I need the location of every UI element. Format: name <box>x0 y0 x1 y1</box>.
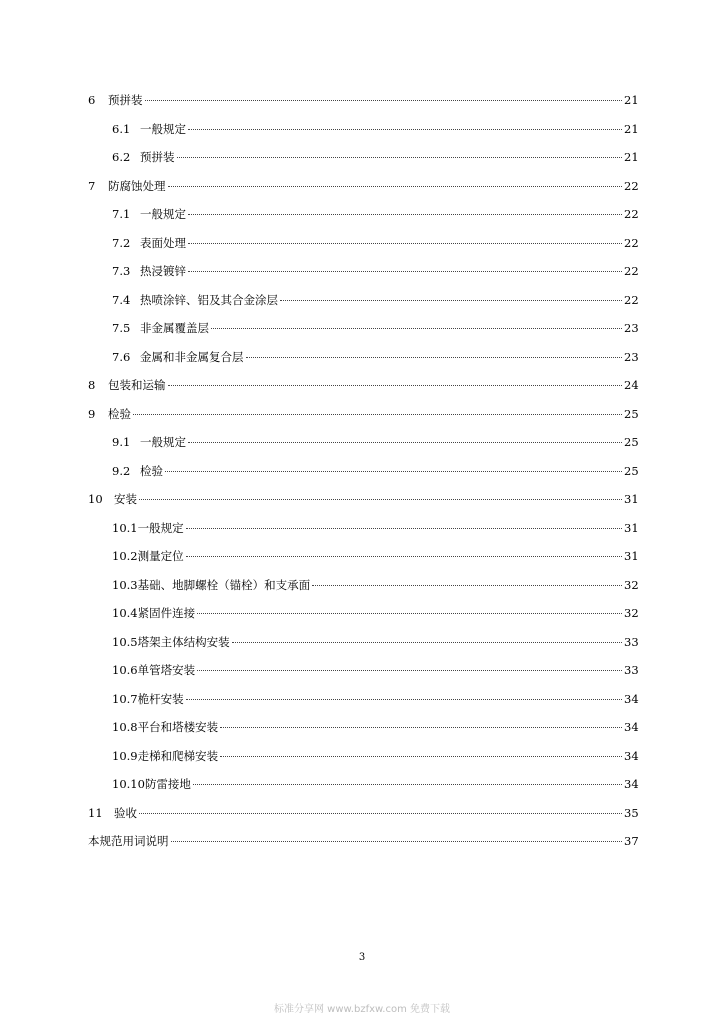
toc-entry-number: 10.4 <box>112 606 138 620</box>
toc-entry-page: 22 <box>624 178 639 193</box>
toc-entry-page: 32 <box>624 577 639 592</box>
toc-entry-title: 一般规定 <box>140 435 186 449</box>
toc-entry-number: 9.1 <box>112 435 131 449</box>
toc-entry[interactable] <box>88 571 638 600</box>
toc-entry-number: 9 <box>88 406 96 421</box>
toc-entry-title: 包装和运输 <box>108 378 166 392</box>
toc-entry[interactable] <box>88 200 638 229</box>
toc-entry-number: 8 <box>88 378 96 392</box>
toc-entry-page: 25 <box>624 463 639 478</box>
toc-dot-leader <box>232 642 622 643</box>
toc-entry-number: 10.3 <box>112 577 138 592</box>
toc-entry-page: 34 <box>624 777 639 791</box>
toc-entry-title: 基础、地脚螺栓（锚栓）和支承面 <box>137 577 311 592</box>
toc-dot-leader <box>280 300 622 301</box>
toc-entry-title: 一般规定 <box>137 520 184 535</box>
toc-entry-number: 10.5 <box>112 634 138 649</box>
toc-entry-title: 安装 <box>114 492 137 506</box>
toc-entry-title: 验收 <box>114 805 137 820</box>
toc-dot-leader <box>177 157 623 158</box>
toc-dot-leader <box>145 100 623 101</box>
toc-entry[interactable] <box>88 371 638 400</box>
toc-dot-leader <box>312 585 622 586</box>
toc-dot-leader <box>193 784 622 785</box>
toc-dot-leader <box>188 442 622 443</box>
toc-entry[interactable] <box>88 599 638 628</box>
toc-entry[interactable] <box>88 770 638 799</box>
toc-entry-page: 33 <box>624 663 639 677</box>
toc-entry-page: 22 <box>624 207 639 221</box>
toc-entry-page: 23 <box>624 321 639 335</box>
toc-entry[interactable] <box>88 172 638 201</box>
watermark: 标准分享网 www.bzfxw.com 免费下载 <box>274 1004 450 1015</box>
toc-entry[interactable] <box>88 514 638 543</box>
toc-entry[interactable] <box>88 485 638 514</box>
toc-entry-page: 34 <box>624 720 639 734</box>
toc-entry-title: 金属和非金属复合层 <box>140 349 244 364</box>
toc-entry-number: 7.6 <box>112 349 131 364</box>
toc-entry[interactable] <box>88 656 638 685</box>
toc-entry-number: 10.1 <box>112 520 138 535</box>
toc-entry-page: 25 <box>624 406 639 421</box>
page-number: 3 <box>358 952 366 963</box>
toc-dot-leader <box>188 271 622 272</box>
toc-dot-leader <box>188 243 622 244</box>
toc-entry-number: 10.8 <box>112 720 138 734</box>
toc-entry-title: 一般规定 <box>140 121 186 136</box>
toc-entry-number: 7.2 <box>112 235 131 250</box>
toc-entry[interactable] <box>88 229 638 258</box>
toc-entry-number: 10.9 <box>112 748 138 763</box>
toc-entry[interactable] <box>88 257 638 286</box>
toc-entry-page: 21 <box>624 121 639 136</box>
toc-dot-leader <box>171 841 623 842</box>
toc-entry-page: 22 <box>624 292 639 307</box>
toc-entry-number: 11 <box>88 805 103 820</box>
toc-dot-leader <box>165 471 622 472</box>
toc-entry[interactable] <box>88 742 638 771</box>
toc-entry-page: 21 <box>624 93 639 107</box>
toc-entry-number: 10.10 <box>112 777 145 791</box>
toc-entry-page: 21 <box>624 150 639 164</box>
toc-dot-leader <box>211 328 622 329</box>
toc-dot-leader <box>186 528 622 529</box>
toc-dot-leader <box>220 727 622 728</box>
toc-entry-title: 紧固件连接 <box>137 606 196 620</box>
toc-entry-page: 23 <box>624 349 639 364</box>
toc-entry-title: 热喷涂锌、铝及其合金涂层 <box>140 292 278 307</box>
toc-entry-number: 10.7 <box>112 691 138 706</box>
toc-entry-page: 22 <box>624 264 639 278</box>
toc-entry-page: 34 <box>624 691 639 706</box>
toc-entry[interactable] <box>88 314 638 343</box>
toc-dot-leader <box>197 613 622 614</box>
toc-entry-title: 单管塔安装 <box>137 663 196 677</box>
toc-dot-leader <box>139 499 622 500</box>
toc-entry-number: 10.2 <box>112 549 138 563</box>
toc-entry-page: 31 <box>624 520 639 535</box>
toc-entry[interactable] <box>88 86 638 115</box>
toc-entry[interactable] <box>88 542 638 571</box>
toc-entry[interactable] <box>88 827 638 856</box>
toc-entry-number: 7 <box>88 178 96 193</box>
toc-dot-leader <box>188 214 622 215</box>
toc-entry-page: 35 <box>624 805 639 820</box>
toc-entry-title: 热浸镀锌 <box>140 264 186 278</box>
toc-entry[interactable] <box>88 428 638 457</box>
toc-entry-title: 检验 <box>108 406 131 421</box>
toc-entry-title: 预拼装 <box>140 150 175 164</box>
toc-entry-page: 34 <box>624 748 639 763</box>
toc-entry-number: 7.5 <box>112 321 131 335</box>
toc-entry[interactable] <box>88 115 638 144</box>
toc-entry[interactable] <box>88 143 638 172</box>
toc-dot-leader <box>188 129 622 130</box>
table-of-contents <box>88 86 638 856</box>
toc-entry-number: 9.2 <box>112 463 131 478</box>
toc-entry-title: 本规范用词说明 <box>88 834 169 848</box>
toc-entry-page: 31 <box>624 492 639 506</box>
toc-entry-title: 塔架主体结构安装 <box>137 634 230 649</box>
toc-dot-leader <box>168 186 623 187</box>
toc-entry-page: 24 <box>624 378 639 392</box>
toc-dot-leader <box>220 756 622 757</box>
toc-entry[interactable] <box>88 286 638 315</box>
toc-dot-leader <box>246 357 623 358</box>
toc-entry-title: 防腐蚀处理 <box>108 178 166 193</box>
toc-entry-number: 6.1 <box>112 121 131 136</box>
toc-entry-title: 非金属覆盖层 <box>140 321 209 335</box>
toc-entry-page: 22 <box>624 235 639 250</box>
toc-entry-title: 检验 <box>140 463 163 478</box>
toc-entry[interactable] <box>88 685 638 714</box>
toc-entry-number: 7.3 <box>112 264 131 278</box>
toc-dot-leader <box>139 813 622 814</box>
toc-dot-leader <box>186 699 622 700</box>
toc-dot-leader <box>168 385 623 386</box>
toc-entry-page: 37 <box>624 834 639 848</box>
toc-entry-page: 33 <box>624 634 639 649</box>
toc-dot-leader <box>133 414 622 415</box>
toc-entry-number: 10.6 <box>112 663 138 677</box>
toc-entry-title: 表面处理 <box>140 235 186 250</box>
toc-entry-number: 6.2 <box>112 150 131 164</box>
toc-entry-title: 平台和塔楼安装 <box>137 720 219 734</box>
toc-entry[interactable] <box>88 457 638 486</box>
toc-entry-page: 32 <box>624 606 639 620</box>
toc-entry-title: 一般规定 <box>140 207 186 221</box>
toc-entry[interactable] <box>88 628 638 657</box>
toc-entry[interactable] <box>88 713 638 742</box>
toc-entry-title: 桅杆安装 <box>137 691 184 706</box>
toc-entry-title: 测量定位 <box>137 549 184 563</box>
toc-entry-number: 6 <box>88 93 96 107</box>
toc-entry-number: 10 <box>88 492 103 506</box>
toc-dot-leader <box>197 670 622 671</box>
toc-dot-leader <box>186 556 622 557</box>
toc-entry-number: 7.1 <box>112 207 131 221</box>
toc-entry[interactable] <box>88 400 638 429</box>
toc-entry-page: 31 <box>624 549 639 563</box>
toc-entry-number: 7.4 <box>112 292 131 307</box>
toc-entry[interactable] <box>88 799 638 828</box>
toc-entry-title: 走梯和爬梯安装 <box>137 748 219 763</box>
toc-entry-title: 预拼装 <box>108 93 143 107</box>
toc-entry-title: 防雷接地 <box>144 777 191 791</box>
toc-entry[interactable] <box>88 343 638 372</box>
toc-entry-page: 25 <box>624 435 639 449</box>
